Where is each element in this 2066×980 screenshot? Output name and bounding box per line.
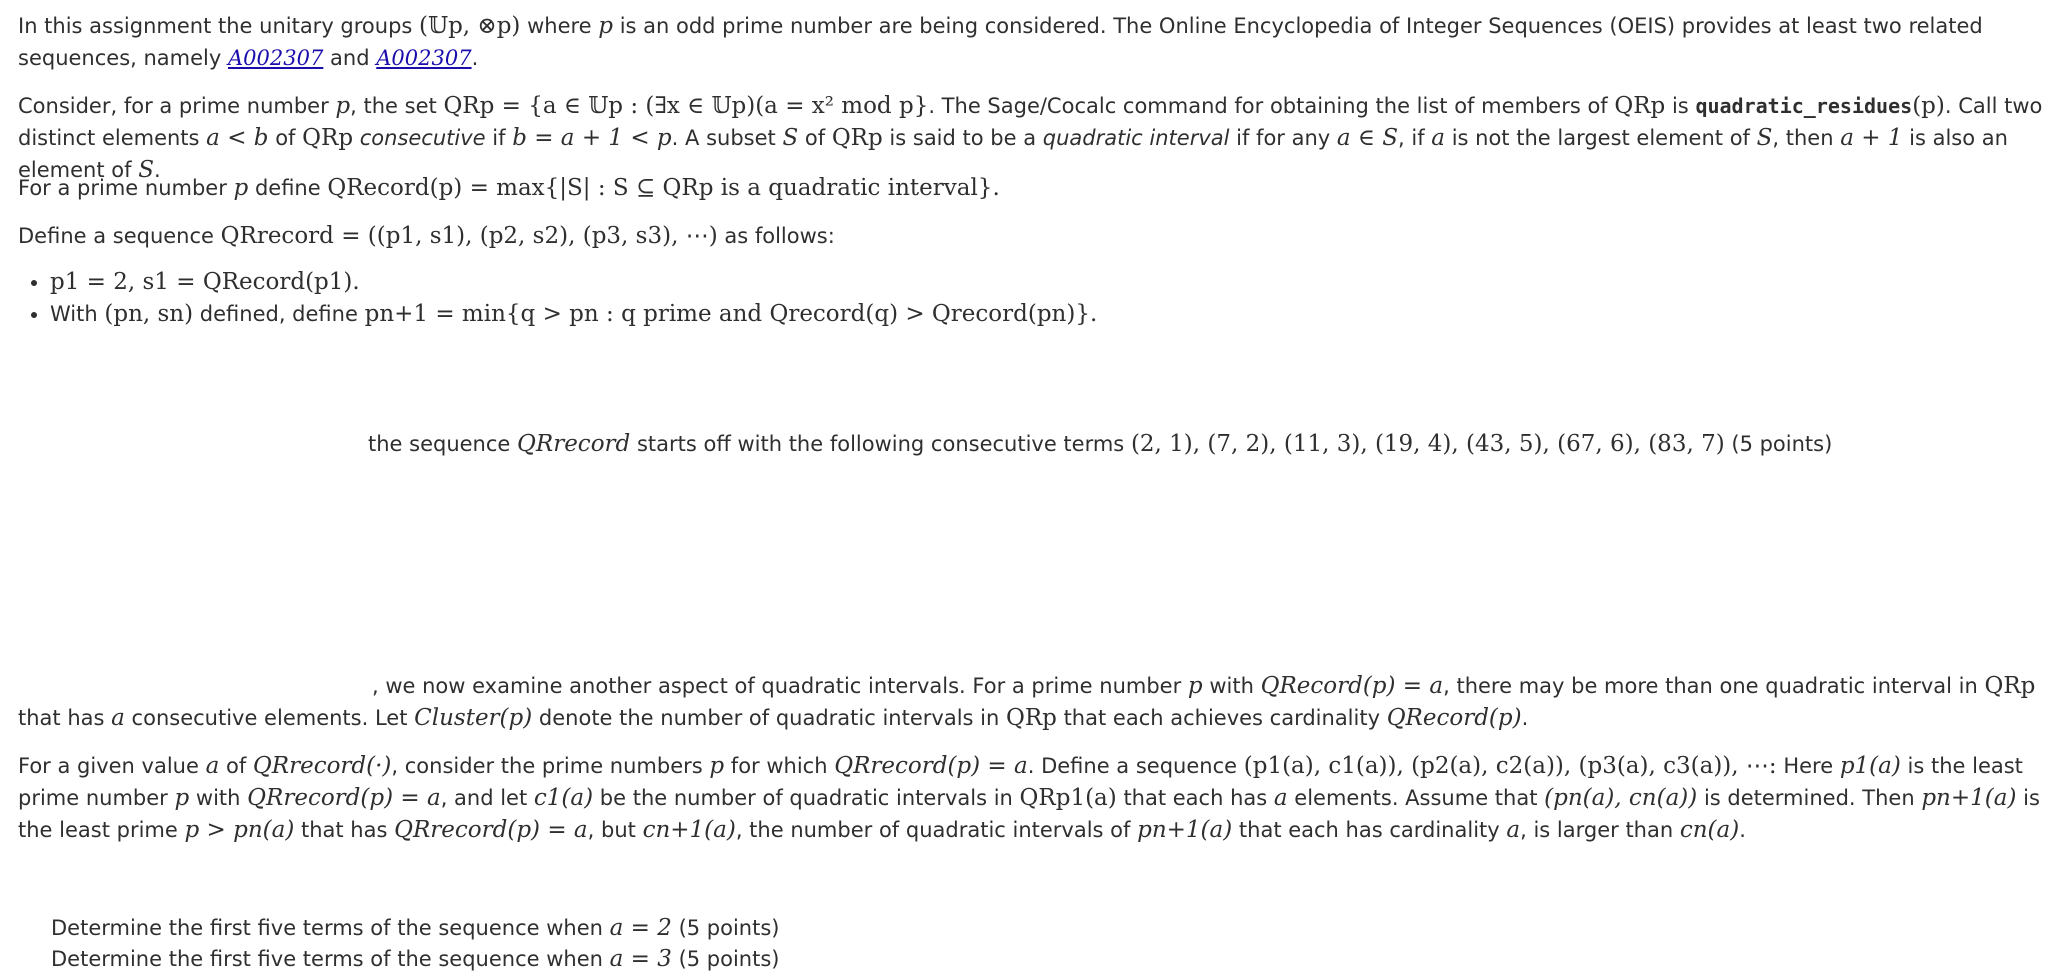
text: with [195, 786, 241, 810]
math: (p) [1912, 93, 1945, 119]
math: c1(a) [533, 785, 594, 811]
text: define [254, 176, 321, 200]
math: QRrecord(p) = a [394, 817, 588, 843]
math: QRp [1005, 705, 1057, 731]
text: , if [1398, 126, 1425, 150]
math: a + 1 [1840, 125, 1903, 151]
term-consecutive: consecutive [359, 126, 486, 150]
intro-text: and [330, 46, 370, 70]
text: , the set [350, 94, 437, 118]
text: Determine the first five terms of the sequence when [51, 947, 603, 971]
text: . [153, 158, 161, 182]
math: pn+1(a) [1921, 785, 2017, 811]
math: QRp [1614, 93, 1666, 119]
text: . [1521, 706, 1529, 730]
points-label: (5 points) [678, 916, 780, 940]
oeis-link-2[interactable]: A002307 [376, 46, 472, 70]
task-a2 [51, 912, 779, 944]
text: is not the largest element of [1451, 126, 1750, 150]
text: that each has cardinality [1238, 818, 1500, 842]
text: For a prime number [18, 176, 227, 200]
text: Here [1783, 754, 1834, 778]
math: pn+1(a) [1137, 817, 1233, 843]
text: be the number of quadratic intervals in [599, 786, 1013, 810]
math: p1(a) [1839, 753, 1901, 779]
math-unitary-group: (𝕌p, ⊗p) [419, 13, 521, 39]
text: , is larger than [1520, 818, 1674, 842]
math: a = 2 [609, 915, 672, 941]
text: is the least prime number [18, 754, 2023, 810]
math: p [709, 753, 725, 779]
define-qrecord-paragraph [18, 172, 2058, 204]
math: p [174, 785, 190, 811]
text: , the number of quadratic intervals of [735, 818, 1131, 842]
math: S [1756, 125, 1773, 151]
text: defined, define [199, 302, 358, 326]
intro-text: . [471, 46, 479, 70]
text: that each achieves cardinality [1063, 706, 1381, 730]
math-qr-set-def: QRp = {a ∈ 𝕌p : (∃x ∈ 𝕌p)(a = x² mod p} [443, 93, 929, 119]
intro-text: is an odd prime number are being considered. The Online Encyclopedia of Integer Sequences (OEIS) provides at least two related sequences, namely [18, 14, 1983, 70]
math: a [1506, 817, 1521, 843]
math: QRrecord(·) [252, 753, 392, 779]
math: QRp1(a) [1019, 785, 1117, 811]
sage-command: quadratic_residues [1695, 94, 1913, 118]
text: that has [18, 706, 105, 730]
text: the sequence [368, 432, 511, 456]
text: . [1739, 818, 1746, 842]
text: Determine the first five terms of the sequence when [51, 916, 603, 940]
text: . A subset [671, 126, 776, 150]
text: is determined. Then [1703, 786, 1915, 810]
text: if for any [1236, 126, 1331, 150]
math: a ∈ S [1336, 125, 1399, 151]
math: QRecord(p) = a [1260, 673, 1444, 699]
math: p [335, 93, 351, 119]
given-value-paragraph [18, 750, 2058, 846]
intro-text: In this assignment the unitary groups [18, 14, 413, 38]
text: . The Sage/Cocalc command for obtaining the list of members of [928, 94, 1608, 118]
sequence-line [368, 428, 1832, 460]
text: starts off with the following consecutive terms [636, 432, 1125, 456]
math-cluster-sequence: (p1(a), c1(a)), (p2(a), c2(a)), (p3(a), c3(a)), ⋯: [1243, 753, 1777, 779]
text: with [1209, 674, 1254, 698]
math: cn(a) [1679, 817, 1740, 843]
text: Consider, for a prime number [18, 94, 329, 118]
text: if [492, 126, 506, 150]
math: p > pn(a) [184, 817, 295, 843]
math-p: p [598, 13, 613, 39]
text: , consider the prime numbers [391, 754, 703, 778]
oeis-link-1[interactable]: A002307 [228, 46, 324, 70]
text: , there may be more than one quadratic interval in [1443, 674, 1978, 698]
math: (pn, sn) [104, 301, 194, 327]
math-qrecord-def: QRecord(p) = max{|S| : S ⊆ QRp is a quadratic interval}. [327, 175, 1000, 201]
text: consecutive elements. Let [131, 706, 408, 730]
intro-text: where [527, 14, 592, 38]
math: S [782, 125, 799, 151]
text: . Define a sequence [1027, 754, 1238, 778]
text: With [50, 302, 98, 326]
math: a [205, 753, 220, 779]
text: is also an element of [18, 126, 2008, 182]
math: S [138, 157, 154, 183]
text: is [1671, 94, 1689, 118]
math: QRrecord(p) = a [834, 753, 1028, 779]
math: (pn(a), cn(a)) [1544, 785, 1698, 811]
math: Cluster(p) [414, 705, 533, 731]
points-label: (5 points) [678, 947, 780, 971]
text: of [275, 126, 296, 150]
math: QRrecord(p) = a [247, 785, 441, 811]
math: a [111, 705, 125, 731]
list-item [50, 298, 2050, 330]
text: For a given value [18, 754, 199, 778]
text: , we now examine another aspect of quadratic intervals. For a prime number [372, 674, 1182, 698]
list-item [50, 266, 2050, 298]
math-sequence-terms: (2, 1), (7, 2), (11, 3), (19, 4), (43, 5), (67, 6), (83, 7) [1130, 431, 1725, 457]
math: QRp [1984, 673, 2036, 699]
math-recurrence: pn+1 = min{q > pn : q prime and Qrecord(q) > Qrecord(pn)}. [364, 301, 1098, 327]
points-label: (5 points) [1731, 432, 1833, 456]
text: denote the number of quadratic intervals in [538, 706, 1000, 730]
define-sequence-paragraph [18, 220, 2058, 252]
math: QRecord(p) [1386, 705, 1522, 731]
text: , then [1772, 126, 1834, 150]
text: for which [730, 754, 828, 778]
cluster-paragraph [18, 670, 2058, 734]
text: . Call two distinct elements [18, 94, 2043, 150]
math: a < b [206, 125, 269, 151]
text: is said to be a [889, 126, 1037, 150]
math: b = a + 1 < p [512, 125, 672, 151]
math: QRp [302, 125, 354, 151]
text: , but [587, 818, 636, 842]
math: QRp [831, 125, 883, 151]
math-qrrecord-seq: QRrecord = ((p1, s1), (p2, s2), (p3, s3), ⋯) [220, 223, 718, 249]
text: as follows: [724, 224, 835, 248]
text: , and let [440, 786, 528, 810]
math: a [1273, 785, 1288, 811]
math: a [1431, 125, 1446, 151]
text: that each has [1123, 786, 1268, 810]
math: QRrecord [517, 431, 631, 457]
math: p [233, 175, 249, 201]
task-a3 [51, 943, 779, 975]
intro-paragraph [18, 10, 2058, 74]
text: is the least prime [18, 786, 2040, 842]
term-quadratic-interval: quadratic interval [1042, 126, 1230, 150]
math: p [1187, 673, 1203, 699]
math: cn+1(a) [642, 817, 736, 843]
definition-list [18, 266, 2050, 330]
text: elements. Assume that [1294, 786, 1538, 810]
text: Define a sequence [18, 224, 214, 248]
math: a = 3 [609, 946, 672, 972]
text: of [225, 754, 247, 778]
text: of [804, 126, 826, 150]
text: that has [300, 818, 388, 842]
math: p1 = 2, s1 = QRecord(p1). [50, 269, 360, 295]
